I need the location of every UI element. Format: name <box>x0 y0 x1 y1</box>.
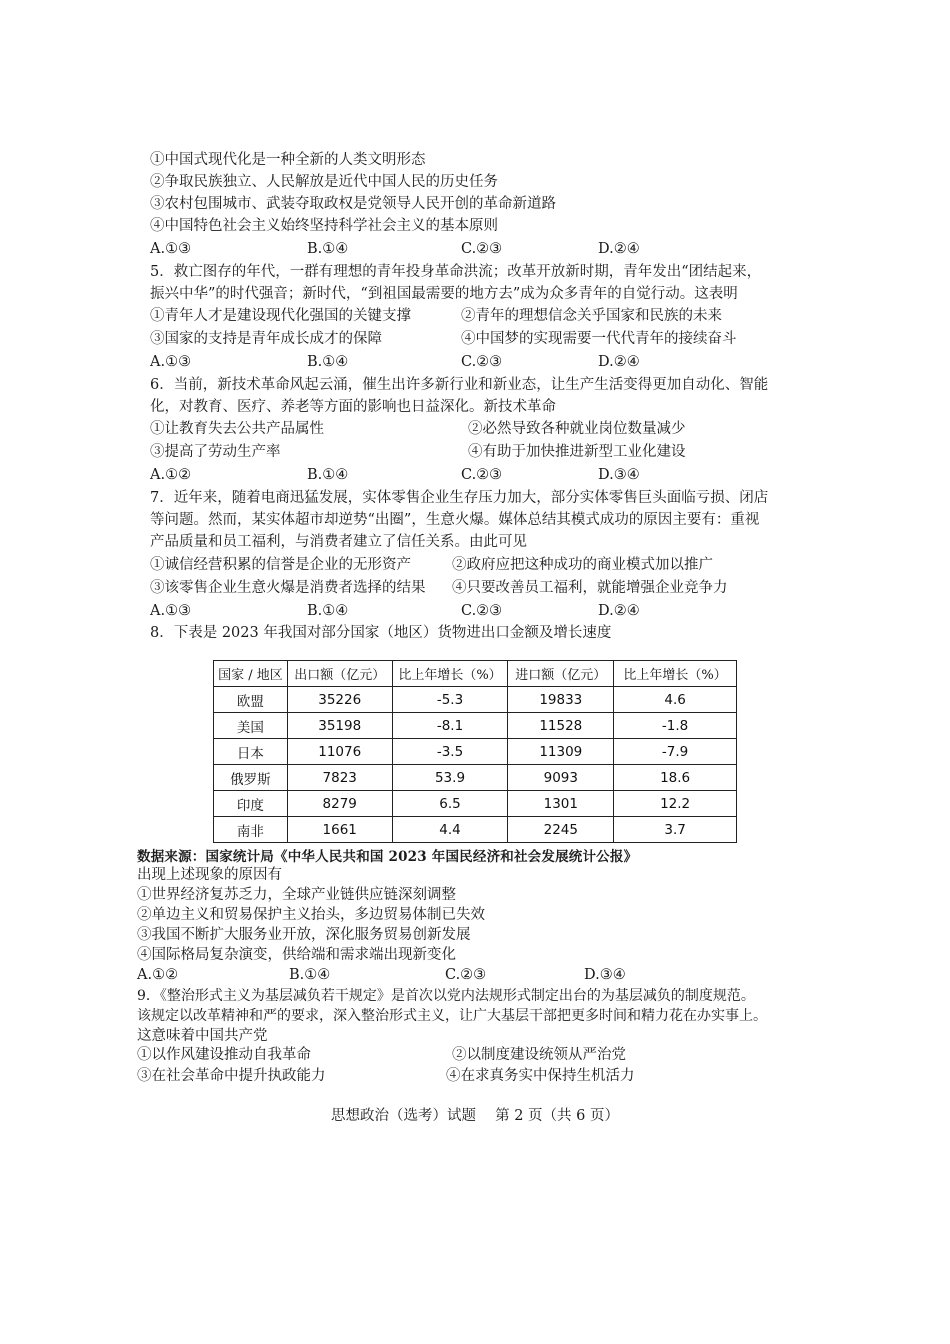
q8-statement-1: ①世界经济复苏乏力，全球产业链供应链深刻调整 <box>137 887 456 903</box>
q9-statement-2: ②以制度建设统领从严治党 <box>452 1047 626 1063</box>
cell-import-growth: -1.8 <box>614 713 737 739</box>
q8-choice-c: C.②③ <box>445 967 487 983</box>
cell-export-growth: -8.1 <box>392 713 508 739</box>
trade-table <box>213 660 737 843</box>
q4-choice-b: B.①④ <box>307 241 349 257</box>
q6-stem-line-1: 6．当前，新技术革命风起云涌，催生出许多新行业和新业态，让生产生活变得更加自动化、智能 <box>150 377 769 393</box>
q4-choice-d: D.②④ <box>598 241 640 257</box>
q8-choice-a: A.①② <box>137 967 179 983</box>
q7-stem-line-3: 产品质量和员工福利，与消费者建立了信任关系。由此可见 <box>150 534 527 550</box>
q8-choice-d: D.③④ <box>584 967 626 983</box>
cell-export: 11076 <box>287 739 392 765</box>
header-export: 出口额（亿元） <box>287 661 392 687</box>
cell-import: 9093 <box>508 765 614 791</box>
cell-export-growth: 6.5 <box>392 791 508 817</box>
cell-import-growth: 3.7 <box>614 817 737 843</box>
cell-export-growth: 53.9 <box>392 765 508 791</box>
q4-statement-4: ④中国特色社会主义始终坚持科学社会主义的基本原则 <box>150 218 498 234</box>
q6-stem-line-2: 化，对教育、医疗、养老等方面的影响也日益深化。新技术革命 <box>150 399 556 415</box>
cell-import-growth: 12.2 <box>614 791 737 817</box>
q6-statement-1: ①让教育失去公共产品属性 <box>150 421 324 437</box>
cell-region: 俄罗斯 <box>214 765 288 791</box>
q7-choice-b: B.①④ <box>307 603 349 619</box>
cell-import: 1301 <box>508 791 614 817</box>
q5-stem-line-2: 振兴中华”的时代强音；新时代，“到祖国最需要的地方去”成为众多青年的自觉行动。这表明 <box>150 286 738 302</box>
cell-region: 印度 <box>214 791 288 817</box>
table-source-note: 数据来源：国家统计局《中华人民共和国 2023 年国民经济和社会发展统计公报》 <box>137 849 638 865</box>
cell-region: 美国 <box>214 713 288 739</box>
table-row <box>214 765 737 791</box>
q8-statement-4: ④国际格局复杂演变，供给端和需求端出现新变化 <box>137 947 456 963</box>
q9-statement-4: ④在求真务实中保持生机活力 <box>446 1068 635 1084</box>
header-region: 国家 / 地区 <box>214 661 288 687</box>
cell-import: 11528 <box>508 713 614 739</box>
q5-choice-d: D.②④ <box>598 354 640 370</box>
q6-statement-3: ③提高了劳动生产率 <box>150 444 281 460</box>
q8-stem: 8．下表是 2023 年我国对部分国家（地区）货物进出口金额及增长速度 <box>150 625 612 641</box>
q7-choice-d: D.②④ <box>598 603 640 619</box>
q9-statement-3: ③在社会革命中提升执政能力 <box>137 1068 326 1084</box>
q8-statement-2: ②单边主义和贸易保护主义抬头，多边贸易体制已失效 <box>137 907 485 923</box>
page-footer: 思想政治（选考）试题 第 2 页（共 6 页） <box>331 1108 619 1124</box>
q9-statement-1: ①以作风建设推动自我革命 <box>137 1047 311 1063</box>
q5-statement-1: ①青年人才是建设现代化强国的关键支撑 <box>150 308 411 324</box>
q5-choice-b: B.①④ <box>307 354 349 370</box>
cell-region: 欧盟 <box>214 687 288 713</box>
cell-region: 日本 <box>214 739 288 765</box>
q7-statement-1: ①诚信经营积累的信誉是企业的无形资产 <box>150 557 411 573</box>
q7-stem-line-2: 等问题。然而，某实体超市却逆势“出圈”，生意火爆。媒体总结其模式成功的原因主要有：重视 <box>150 512 760 528</box>
q4-choice-a: A.①③ <box>150 241 192 257</box>
cell-export: 7823 <box>287 765 392 791</box>
q7-statement-4: ④只要改善员工福利，就能增强企业竞争力 <box>452 580 728 596</box>
cell-region: 南非 <box>214 817 288 843</box>
cell-export-growth: -5.3 <box>392 687 508 713</box>
q6-choice-b: B.①④ <box>307 467 349 483</box>
q8-choice-b: B.①④ <box>289 967 331 983</box>
q9-stem-line-2: 该规定以改革精神和严的要求，深入整治形式主义，让广大基层干部把更多时间和精力花在办实事上。 <box>137 1008 767 1024</box>
q6-choice-d: D.③④ <box>598 467 640 483</box>
q6-choice-a: A.①② <box>150 467 192 483</box>
q5-stem-line-1: 5．救亡图存的年代，一群有理想的青年投身革命洪流；改革开放新时期，青年发出“团结起来， <box>150 264 762 280</box>
cell-import-growth: 18.6 <box>614 765 737 791</box>
q4-choice-c: C.②③ <box>461 241 503 257</box>
table-header-row <box>214 661 737 687</box>
table-row <box>214 687 737 713</box>
table-row <box>214 713 737 739</box>
q5-statement-4: ④中国梦的实现需要一代代青年的接续奋斗 <box>461 331 737 347</box>
q8-statement-3: ③我国不断扩大服务业开放，深化服务贸易创新发展 <box>137 927 471 943</box>
q7-choice-c: C.②③ <box>461 603 503 619</box>
q9-stem-line-1: 9．《整治形式主义为基层减负若干规定》是首次以党内法规形式制定出台的为基层减负的制度规范。 <box>137 988 755 1004</box>
q5-statement-3: ③国家的支持是青年成长成才的保障 <box>150 331 382 347</box>
q7-statement-2: ②政府应把这种成功的商业模式加以推广 <box>452 557 713 573</box>
q5-statement-2: ②青年的理想信念关乎国家和民族的未来 <box>461 308 722 324</box>
cell-export: 35198 <box>287 713 392 739</box>
header-export-growth: 比上年增长（%） <box>392 661 508 687</box>
cell-import: 11309 <box>508 739 614 765</box>
cell-export-growth: 4.4 <box>392 817 508 843</box>
cell-export-growth: -3.5 <box>392 739 508 765</box>
cell-export: 8279 <box>287 791 392 817</box>
table-row <box>214 817 737 843</box>
q6-statement-2: ②必然导致各种就业岗位数量减少 <box>468 421 686 437</box>
q4-statement-1: ①中国式现代化是一种全新的人类文明形态 <box>150 152 426 168</box>
q8-lead: 出现上述现象的原因有 <box>137 867 282 883</box>
cell-import-growth: 4.6 <box>614 687 737 713</box>
cell-export: 1661 <box>287 817 392 843</box>
cell-import: 19833 <box>508 687 614 713</box>
q7-stem-line-1: 7．近年来，随着电商迅猛发展，实体零售企业生存压力加大，部分实体零售巨头面临亏损、闭店 <box>150 490 769 506</box>
q6-statement-4: ④有助于加快推进新型工业化建设 <box>468 444 686 460</box>
q5-choice-c: C.②③ <box>461 354 503 370</box>
table-row <box>214 739 737 765</box>
cell-export: 35226 <box>287 687 392 713</box>
cell-import-growth: -7.9 <box>614 739 737 765</box>
header-import-growth: 比上年增长（%） <box>614 661 737 687</box>
q4-statement-3: ③农村包围城市、武装夺取政权是党领导人民开创的革命新道路 <box>150 196 556 212</box>
cell-import: 2245 <box>508 817 614 843</box>
q7-statement-3: ③该零售企业生意火爆是消费者选择的结果 <box>150 580 426 596</box>
q9-stem-line-3: 这意味着中国共产党 <box>137 1028 268 1044</box>
q5-choice-a: A.①③ <box>150 354 192 370</box>
q4-statement-2: ②争取民族独立、人民解放是近代中国人民的历史任务 <box>150 174 498 190</box>
table-row <box>214 791 737 817</box>
q7-choice-a: A.①③ <box>150 603 192 619</box>
header-import: 进口额（亿元） <box>508 661 614 687</box>
q6-choice-c: C.②③ <box>461 467 503 483</box>
